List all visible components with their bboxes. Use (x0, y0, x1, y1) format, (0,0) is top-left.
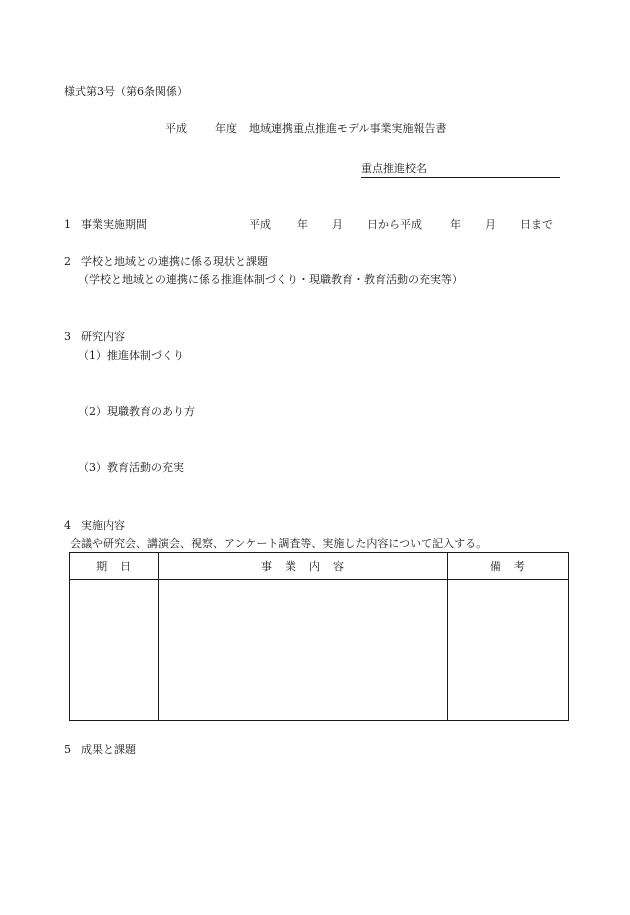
section1-number: 1 (64, 218, 71, 231)
cell-content[interactable] (159, 580, 448, 721)
period-year1: 年 (297, 218, 308, 231)
section2-note: （学校と地域との連携に係る推進体制づくり・現職教育・教育活動の充実等） (78, 273, 463, 286)
period-era: 平成 (249, 218, 271, 231)
report-title (165, 123, 446, 134)
period-day-from: 日から平成 (367, 218, 422, 231)
implementation-table (69, 552, 569, 721)
section3-heading (64, 331, 125, 342)
section4-instruction: 会議や研究会、講演会、視察、アンケート調査等、実施した内容について記入する。 (70, 537, 488, 550)
title-era: 平成 (165, 122, 187, 135)
section3-number: 3 (64, 330, 71, 343)
section2-title: 学校と地域との連携に係る現状と課題 (81, 255, 268, 268)
section3-item-3: （3）教育活動の充実 (78, 461, 184, 474)
section1-heading (64, 219, 147, 230)
form-number: 様式第3号（第6条関係） (64, 85, 188, 98)
title-year-suffix: 年度 (215, 122, 237, 135)
title-name: 地域連携重点推進モデル事業実施報告書 (249, 122, 447, 135)
section3-item-1: （1）推進体制づくり (78, 349, 184, 362)
section1-title: 事業実施期間 (81, 218, 147, 231)
period-year2: 年 (450, 218, 461, 231)
section5-number: 5 (64, 743, 71, 756)
period-month1: 月 (332, 218, 343, 231)
section5-heading (64, 744, 136, 755)
period-month2: 月 (485, 218, 496, 231)
section2-number: 2 (64, 255, 71, 268)
section4-heading (64, 520, 125, 531)
section2-heading (64, 256, 268, 267)
header-date: 期 日 (70, 553, 159, 580)
cell-date[interactable] (70, 580, 159, 721)
school-name-label: 重点推進校名 (361, 162, 427, 175)
section4-number: 4 (64, 519, 71, 532)
cell-remarks[interactable] (447, 580, 568, 721)
school-name-field[interactable] (361, 163, 560, 178)
section4-title: 実施内容 (81, 519, 125, 532)
section3-title: 研究内容 (81, 330, 125, 343)
period-day-until: 日まで (520, 218, 553, 231)
table-row (70, 580, 569, 721)
section3-item-2: （2）現職教育のあり方 (78, 405, 195, 418)
header-remarks: 備 考 (447, 553, 568, 580)
table-header-row (70, 553, 569, 580)
section5-title: 成果と課題 (81, 743, 136, 756)
header-content: 事 業 内 容 (159, 553, 448, 580)
